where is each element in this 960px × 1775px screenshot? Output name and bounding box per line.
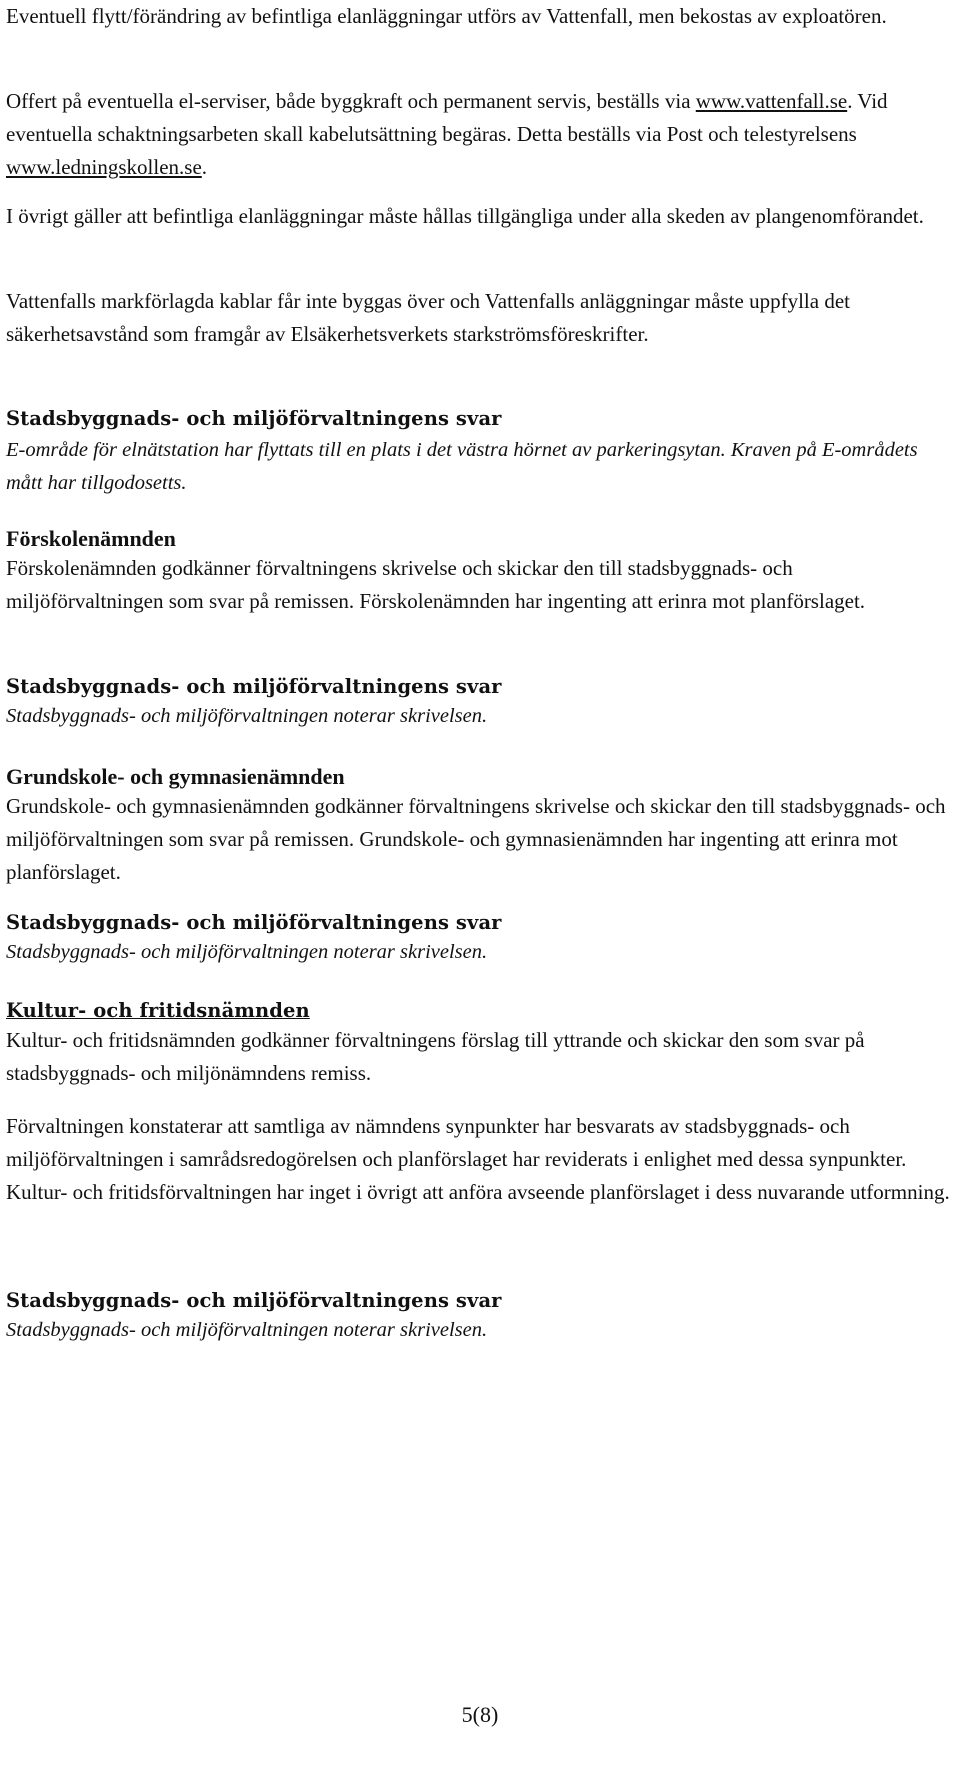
link-vattenfall[interactable]: www.vattenfall.se <box>695 89 848 113</box>
grundskole-text: Grundskole- och gymnasienämnden godkänner förvaltningens skrivelse och skickar den till stadsbyggnads- och miljöförvaltningen som svar på remissen. Grundskole- och gymnasienämnden har ingenting att erinra mot planförslaget. <box>6 794 946 884</box>
paragraph-ovrigt: I övrigt gäller att befintliga elanläggningar måste hållas tillgängliga under alla skeden av plangenomförandet. <box>6 204 924 228</box>
section-heading-answer-4: Stadsbyggnads- och miljöförvaltningens svar <box>6 1289 502 1312</box>
section-heading-forskolenamnden: Förskolenämnden <box>6 526 176 551</box>
answer-1-text: E-område för elnätstation har flyttats till en plats i det västra hörnet av parkeringsytan. Kraven på E-områdets mått har tillgodosetts. <box>6 439 918 494</box>
section-heading-answer-3: Stadsbyggnads- och miljöförvaltningens svar <box>6 911 502 934</box>
paragraph-offert-text-c: . <box>201 155 208 179</box>
paragraph-offert <box>6 85 951 184</box>
paragraph-markforlagda: Vattenfalls markförlagda kablar får inte byggas över och Vattenfalls anläggningar måste uppfylla det säkerhetsavstånd som framgår av Elsäkerhetsverkets starkströmsföreskrifter. <box>6 289 850 346</box>
section-heading-answer-2: Stadsbyggnads- och miljöförvaltningens svar <box>6 675 502 698</box>
page-number: 5(8) <box>461 1702 499 1727</box>
section-heading-answer-1: Stadsbyggnads- och miljöförvaltningens svar <box>6 407 502 430</box>
link-ledningskollen[interactable]: www.ledningskollen.se <box>6 155 202 179</box>
kultur-text-2: Förvaltningen konstaterar att samtliga av nämndens synpunkter har besvarats av stadsbyggnads- och miljöförvaltningen i samrådsredogörelsen och planförslaget har reviderats i enlighet med dessa synpunkter. Kultur- och fritidsförvaltningen har inget i övrigt att anföra avseende planförslaget i dess nuvarande utformning. <box>6 1114 950 1204</box>
section-heading-kultur: Kultur- och fritidsnämnden <box>6 999 310 1022</box>
answer-4-text: Stadsbyggnads- och miljöförvaltningen noterar skrivelsen. <box>6 1319 488 1341</box>
paragraph-offert-text-b: . Vid eventuella schaktningsarbeten skall kabelutsättning begäras. Detta beställs via Post och telestyrelsens <box>6 89 888 146</box>
answer-3-text: Stadsbyggnads- och miljöförvaltningen noterar skrivelsen. <box>6 941 488 963</box>
kultur-text: Kultur- och fritidsnämnden godkänner förvaltningens förslag till yttrande och skickar den som svar på stadsbyggnads- och miljönämndens remiss. <box>6 1028 865 1085</box>
section-heading-grundskole: Grundskole- och gymnasienämnden <box>6 764 345 789</box>
paragraph-offert-text-a: Offert på eventuella el-serviser, både byggkraft och permanent servis, beställs via <box>6 89 696 113</box>
answer-2-text: Stadsbyggnads- och miljöförvaltningen noterar skrivelsen. <box>6 705 488 727</box>
forskolenamnden-text: Förskolenämnden godkänner förvaltningens skrivelse och skickar den till stadsbyggnads- och miljöförvaltningen som svar på remissen. Förskolenämnden har ingenting att erinra mot planförslaget. <box>6 556 866 613</box>
paragraph-vattenfall-flytt: Eventuell flytt/förändring av befintliga elanläggningar utförs av Vattenfall, men bekostas av exploatören. <box>6 4 887 28</box>
